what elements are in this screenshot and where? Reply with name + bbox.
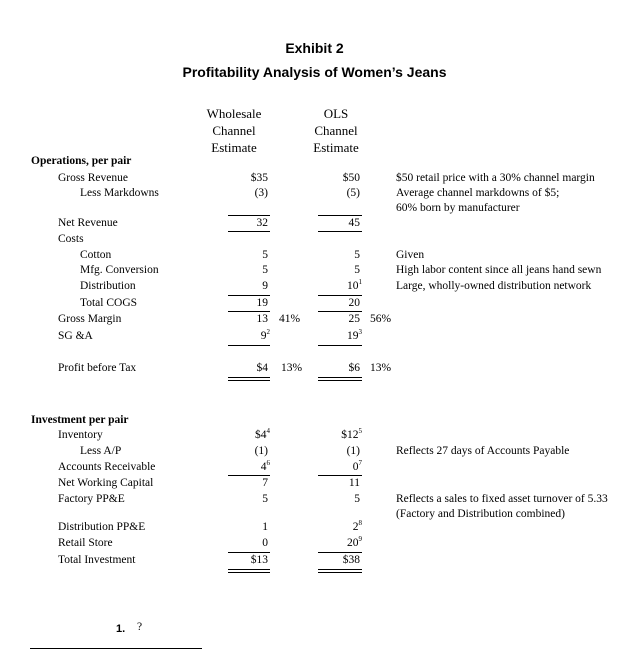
exhibit-subtitle: Profitability Analysis of Women’s Jeans bbox=[182, 64, 447, 80]
retail-store-ols: $20^9$ bbox=[347, 535, 362, 549]
mfg-conversion-note: High labor content since all jeans hand sewn bbox=[396, 264, 602, 276]
total-inv-rule-ols bbox=[318, 552, 362, 553]
less-markdowns-ols: (5) bbox=[346, 187, 360, 199]
ar-label: Accounts Receivable bbox=[58, 461, 156, 473]
less-ap-ols: (1) bbox=[346, 445, 360, 457]
total-cogs-ols: 20 bbox=[348, 297, 360, 309]
distribution-ols: $10^1$ bbox=[347, 278, 362, 292]
gross-revenue-note: $50 retail price with a 30% channel margin bbox=[396, 172, 595, 184]
total-inv-rule-wholesale bbox=[228, 552, 270, 553]
dist-ppe-label: Distribution PP&E bbox=[58, 521, 146, 533]
total-investment-label: Total Investment bbox=[58, 554, 136, 566]
gross-revenue-ols: $50 bbox=[342, 172, 360, 184]
net-revenue-underline-ols bbox=[318, 231, 362, 232]
total-inv-double-rule-2-wholesale bbox=[228, 572, 270, 573]
total-inv-double-rule-2-ols bbox=[318, 572, 362, 573]
gross-revenue-label: Gross Revenue bbox=[58, 172, 128, 184]
net-revenue-label: Net Revenue bbox=[58, 217, 118, 229]
pbt-rule-wholesale bbox=[228, 345, 270, 346]
cogs-rule-ols bbox=[318, 295, 362, 296]
sga-label: SG &A bbox=[58, 330, 93, 342]
total-cogs-label: Total COGS bbox=[80, 297, 138, 309]
gross-margin-label: Gross Margin bbox=[58, 313, 122, 325]
pbt-rule-ols bbox=[318, 345, 362, 346]
factory-ppe-note-2: (Factory and Distribution combined) bbox=[396, 508, 565, 520]
net-revenue-rule-ols bbox=[318, 215, 362, 216]
nwc-wholesale: 7 bbox=[262, 477, 268, 489]
total-investment-ols: $38 bbox=[342, 554, 360, 566]
nwc-rule-ols bbox=[318, 475, 362, 476]
gross-margin-rule-wholesale bbox=[228, 311, 270, 312]
gross-margin-wholesale: 13 bbox=[256, 313, 268, 325]
dist-ppe-ols: $2^8$ bbox=[352, 519, 362, 533]
costs-label: Costs bbox=[58, 233, 84, 245]
factory-ppe-ols: 5 bbox=[354, 493, 360, 505]
pbt-wholesale-pct: 13% bbox=[281, 362, 303, 374]
pbt-double-rule-1-ols bbox=[318, 377, 362, 378]
cotton-ols: 5 bbox=[354, 249, 360, 261]
ols-column-header: OLS Channel Estimate bbox=[313, 106, 359, 155]
footnote-number: 1. bbox=[116, 623, 126, 635]
retail-store-label: Retail Store bbox=[58, 537, 113, 549]
retail-store-wholesale: 0 bbox=[262, 537, 268, 549]
distribution-label: Distribution bbox=[80, 280, 136, 292]
investment-heading: Investment per pair bbox=[31, 414, 129, 426]
inventory-label: Inventory bbox=[58, 429, 103, 441]
pbt-label: Profit before Tax bbox=[58, 362, 137, 374]
gross-revenue-wholesale: $35 bbox=[250, 172, 268, 184]
footnote-text: ? bbox=[137, 621, 143, 633]
less-markdowns-label: Less Markdowns bbox=[80, 187, 159, 199]
cogs-rule-wholesale bbox=[228, 295, 270, 296]
net-revenue-underline-wholesale bbox=[228, 231, 270, 232]
factory-ppe-label: Factory PP&E bbox=[58, 493, 125, 505]
mfg-conversion-ols: 5 bbox=[354, 264, 360, 276]
gross-margin-ols-pct: 56% bbox=[370, 313, 392, 325]
less-ap-label: Less A/P bbox=[80, 445, 122, 457]
total-cogs-wholesale: 19 bbox=[256, 297, 268, 309]
mfg-conversion-label: Mfg. Conversion bbox=[80, 264, 159, 276]
ar-ols: $0^7$ bbox=[352, 459, 362, 473]
gross-margin-ols: 25 bbox=[348, 313, 360, 325]
inventory-wholesale: $\$4^4$ bbox=[255, 427, 270, 441]
wholesale-column-header: Wholesale Channel Estimate bbox=[206, 106, 262, 155]
nwc-rule-wholesale bbox=[228, 475, 270, 476]
total-investment-wholesale: $13 bbox=[250, 554, 268, 566]
sga-wholesale: $9^2$ bbox=[260, 328, 270, 342]
net-revenue-rule-wholesale bbox=[228, 215, 270, 216]
less-markdowns-wholesale: (3) bbox=[254, 187, 268, 199]
pbt-double-rule-2-ols bbox=[318, 380, 362, 381]
gross-margin-rule-ols bbox=[318, 311, 362, 312]
factory-ppe-note-1: Reflects a sales to fixed asset turnover of 5.33 bbox=[396, 493, 608, 505]
pbt-double-rule-2-wholesale bbox=[228, 380, 270, 381]
exhibit-title: Exhibit 2 bbox=[285, 40, 344, 56]
nwc-label: Net Working Capital bbox=[58, 477, 154, 489]
pbt-double-rule-1-wholesale bbox=[228, 377, 270, 378]
total-inv-double-rule-1-ols bbox=[318, 569, 362, 570]
pbt-ols-pct: 13% bbox=[370, 362, 392, 374]
net-revenue-ols: 45 bbox=[348, 217, 360, 229]
total-inv-double-rule-1-wholesale bbox=[228, 569, 270, 570]
less-markdowns-note-2: 60% born by manufacturer bbox=[396, 202, 520, 214]
less-ap-note: Reflects 27 days of Accounts Payable bbox=[396, 445, 570, 457]
inventory-ols: $\$12^5$ bbox=[341, 427, 362, 441]
less-ap-wholesale: (1) bbox=[254, 445, 268, 457]
ar-wholesale: $4^6$ bbox=[260, 459, 270, 473]
gross-margin-wholesale-pct: 41% bbox=[279, 313, 301, 325]
net-revenue-wholesale: 32 bbox=[256, 217, 268, 229]
pbt-wholesale: $4 bbox=[256, 362, 268, 374]
footnote-underline bbox=[30, 648, 202, 649]
cotton-note: Given bbox=[396, 249, 425, 261]
dist-ppe-wholesale: 1 bbox=[262, 521, 268, 533]
sga-ols: $19^3$ bbox=[347, 328, 362, 342]
factory-ppe-wholesale: 5 bbox=[262, 493, 268, 505]
cotton-label: Cotton bbox=[80, 249, 112, 261]
distribution-note: Large, wholly-owned distribution network bbox=[396, 280, 592, 292]
pbt-ols: $6 bbox=[348, 362, 360, 374]
distribution-wholesale: 9 bbox=[262, 280, 268, 292]
mfg-conversion-wholesale: 5 bbox=[262, 264, 268, 276]
nwc-ols: 11 bbox=[348, 477, 360, 489]
less-markdowns-note-1: Average channel markdowns of $5; bbox=[396, 187, 560, 199]
cotton-wholesale: 5 bbox=[262, 249, 268, 261]
operations-heading: Operations, per pair bbox=[31, 155, 132, 167]
